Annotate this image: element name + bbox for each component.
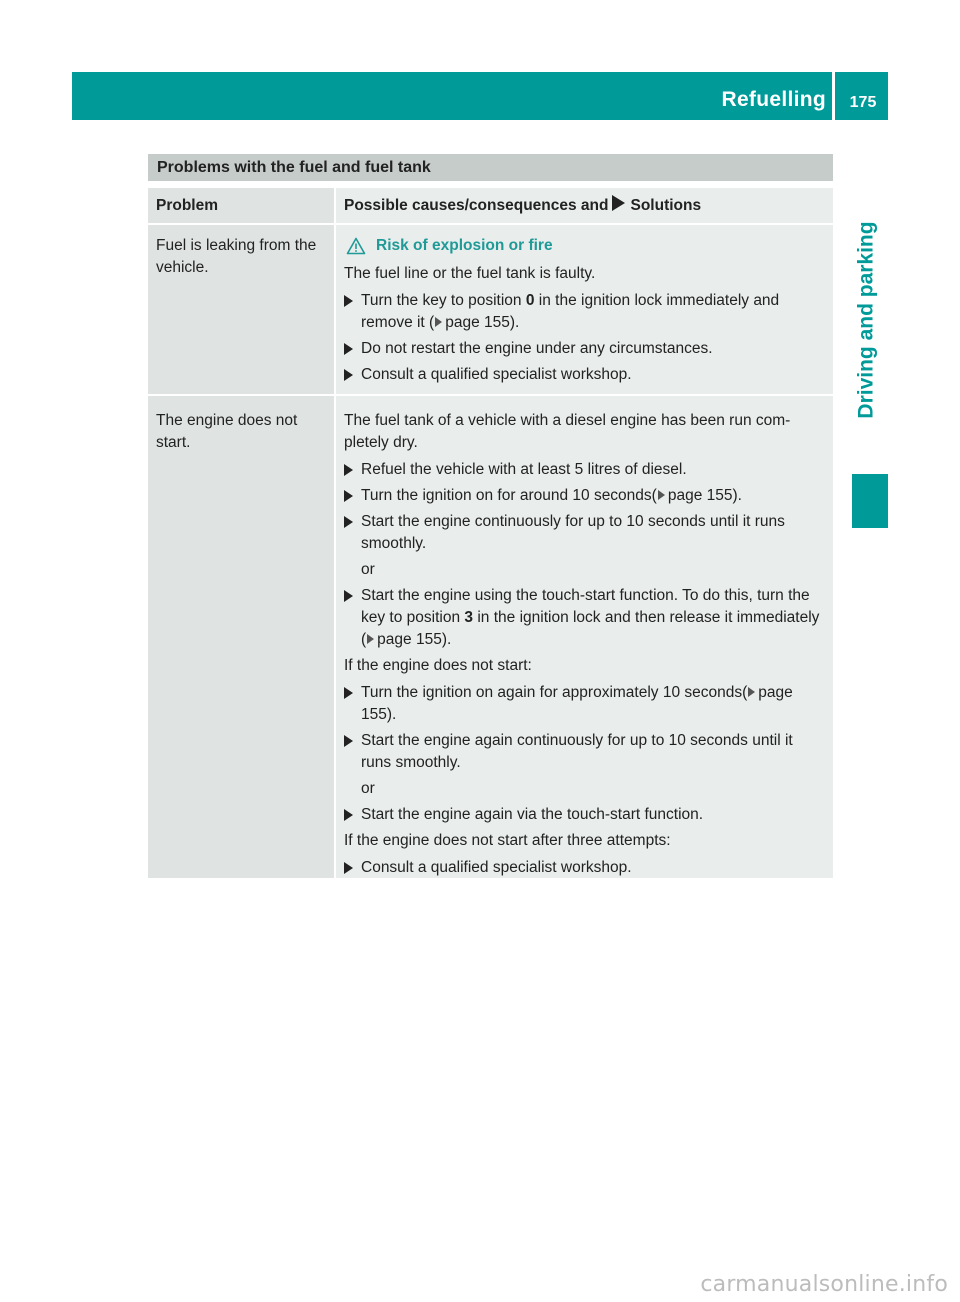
header-solutions-label: Solutions [630, 197, 702, 214]
warning-text: Risk of explosion or fire [376, 237, 553, 254]
condition-text: If the engine does not start: [344, 657, 532, 674]
step-item: Do not restart the engine under any circumstances. [344, 338, 827, 360]
page-reference-icon [748, 687, 755, 697]
key-position: 3 [464, 609, 474, 626]
step-item: Refuel the vehicle with at least 5 litres of diesel. [344, 459, 827, 481]
page-reference-icon [435, 317, 442, 327]
page-reference[interactable]: page 155). [667, 487, 742, 504]
or-text: or [361, 561, 375, 578]
header-divider [832, 72, 835, 120]
table-header-row [148, 188, 833, 223]
warning-line [344, 235, 827, 257]
problem-cell: The engine does not start. [148, 396, 334, 878]
solutions-cell [336, 225, 833, 394]
step-text: Turn the ignition on again for approximately 10 seconds( [361, 684, 748, 701]
step-item [344, 585, 827, 651]
page-header-title: Refuelling [721, 88, 826, 111]
page-reference-icon [367, 634, 374, 644]
warning-triangle-icon [346, 237, 366, 255]
key-position: 0 [525, 292, 535, 309]
troubleshooting-table [148, 188, 833, 878]
step-item [344, 485, 827, 507]
step-item: Start the engine continuously for up to 10 seconds until it runs smoothly. [344, 511, 827, 555]
page-number: 175 [849, 94, 877, 111]
page-reference-icon [658, 490, 665, 500]
step-text: in the ignition lock and then release it immediately ( [361, 609, 820, 648]
header-problem: Problem [148, 188, 334, 223]
step-text: Turn the ignition on for around 10 seconds( [361, 487, 657, 504]
step-text: in the ignition lock immediately and remove it ( [361, 292, 780, 331]
page-reference[interactable]: page 155). [445, 314, 520, 331]
condition-text: If the engine does not start after three attempts: [344, 832, 671, 849]
section-title: Problems with the fuel and fuel tank [148, 154, 833, 181]
or-text: or [361, 780, 375, 797]
step-item [344, 682, 827, 726]
problem-cell: Fuel is leaking from the vehicle. [148, 225, 334, 394]
step-item: Consult a qualified specialist workshop. [344, 364, 827, 386]
side-chapter-label: Driving and parking [855, 221, 879, 419]
header-causes [336, 188, 833, 223]
side-chapter-tab [846, 160, 888, 480]
header-causes-label: Possible causes/consequences and [344, 197, 609, 214]
page-reference[interactable]: page 155). [377, 631, 452, 648]
step-item: Start the engine again via the touch-start function. [344, 804, 827, 826]
watermark[interactable]: carmanualsonline.info [700, 1272, 948, 1297]
cause-text: The fuel line or the fuel tank is faulty. [344, 265, 596, 282]
solutions-arrow-icon [612, 195, 625, 211]
solutions-cell [336, 396, 833, 878]
step-text: Start the engine using the touch-start function. To do this, turn the key to position [361, 587, 810, 626]
cause-text: The fuel tank of a vehicle with a diesel engine has been run com- pletely dry. [344, 412, 791, 451]
table-row [148, 396, 833, 878]
step-text: Turn the key to position [361, 292, 522, 309]
step-item: Start the engine again continuously for up to 10 seconds until it runs smoothly. [344, 730, 827, 774]
page-reference[interactable]: page 155). [361, 684, 793, 723]
step-item: Consult a qualified specialist workshop. [344, 857, 827, 879]
table-row [148, 225, 833, 394]
step-item [344, 290, 827, 334]
side-chapter-marker [852, 474, 888, 528]
